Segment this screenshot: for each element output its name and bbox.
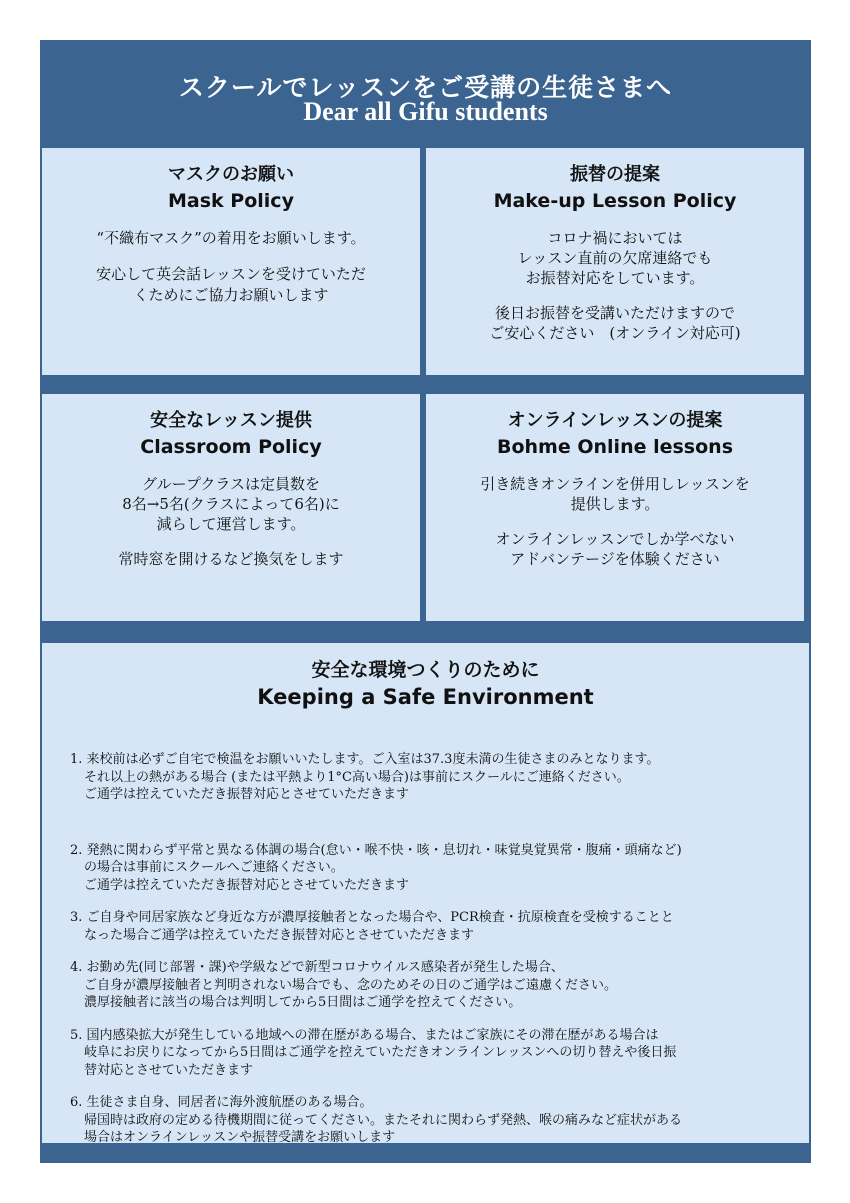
makeup-title-en: Make-up Lesson Policy <box>493 190 737 212</box>
mask-para-2-line: 安心して英会話レッスンを受けていただ <box>96 265 366 283</box>
header-title-ja: スクールでレッスンをご受講の生徒さまへ <box>178 73 673 102</box>
classroom-title-en: Classroom Policy <box>140 436 322 458</box>
mask-title-ja: マスクのお願い <box>168 164 294 185</box>
mask-para-1: “不織布マスク”の着用をお願いします。 <box>96 229 366 247</box>
rule-line: 1. 来校前は必ずご自宅で検温をお願いいたします。ご入室は37.3度未満の生徒さまのみとなります。 <box>70 752 660 767</box>
online-title-ja: オンラインレッスンの提案 <box>507 410 723 431</box>
classroom-policy-panel <box>42 394 420 621</box>
rule-item <box>70 842 789 895</box>
rule-item <box>70 1027 789 1080</box>
online-para-2-line: アドバンテージを体験ください <box>510 550 720 568</box>
classroom-para-1-line: グループクラスは定員数を <box>142 475 320 493</box>
mask-policy-panel <box>42 148 420 375</box>
rule-line: それ以上の熱がある場合 (または平熱より1°C高い場合)は事前にスクールにご連絡ください。 <box>84 769 630 785</box>
makeup-para-1-line: コロナ禍においては <box>547 229 683 247</box>
rule-item <box>70 959 789 1012</box>
classroom-title-ja: 安全なレッスン提供 <box>150 410 312 431</box>
safe-title-ja: 安全な環境つくりのために <box>311 659 540 681</box>
rule-line: なった場合ご通学は控えていただき振替対応とさせていただきます <box>84 927 475 943</box>
safe-title-en: Keeping a Safe Environment <box>257 685 594 709</box>
makeup-para-2-line: 後日お振替を受講いただけますので <box>494 304 735 322</box>
rule-line: 場合はオンラインレッスンや振替受講をお願いします <box>84 1130 396 1145</box>
makeup-para-1-line: レッスン直前の欠席連絡でも <box>517 249 713 267</box>
online-para-1-line: 提供します。 <box>570 495 660 513</box>
classroom-body <box>42 474 420 569</box>
notice-frame <box>40 40 811 1163</box>
makeup-para-1 <box>426 228 804 288</box>
rule-line: ご通学は控えていただき振替対応とさせていただきます <box>84 787 410 802</box>
rule-line: ご自身が濃厚接触者と判明されない場合でも、念のためその日のご通学はご遠慮ください。 <box>84 977 618 993</box>
rule-item <box>70 1094 789 1147</box>
mask-para-2-line: くためにご協力お願いします <box>133 286 329 304</box>
makeup-para-2-line: ご安心ください (オンライン対応可) <box>489 324 741 342</box>
rule-line: 替対応とさせていただきます <box>84 1062 254 1078</box>
header-title-en: Dear all Gifu students <box>303 97 548 126</box>
safe-rules-list <box>42 751 809 1147</box>
online-para-2-line: オンラインレッスンでしか学べない <box>495 530 735 548</box>
rule-line: 岐阜にお戻りになってから5日間はご通学を控えていただきオンラインレッスンへの切り替えや後日振 <box>84 1045 677 1060</box>
rule-line: 5. 国内感染拡大が発生している地域への滞在歴がある場合、またはご家族にその滞在歴がある場合は <box>70 1027 659 1043</box>
rule-line: ご通学は控えていただき振替対応とさせていただきます <box>84 877 410 893</box>
rule-line: の場合は事前にスクールへご連絡ください。 <box>84 860 344 875</box>
classroom-para-1-line: 8名→5名(クラスによって6名)に <box>122 495 340 513</box>
online-title-en: Bohme Online lessons <box>497 436 733 458</box>
header <box>40 40 811 145</box>
rule-line: 2. 発熱に関わらず平常と異なる体調の場合(怠い・喉不快・咳・息切れ・味覚臭覚異常・腹痛・頭痛など) <box>70 842 682 858</box>
makeup-para-1-line: お振替対応をしています。 <box>525 269 705 287</box>
makeup-para-2 <box>426 303 804 343</box>
makeup-title-ja: 振替の提案 <box>570 164 660 185</box>
mask-body <box>42 228 420 306</box>
mask-para-2 <box>42 264 420 306</box>
makeup-body <box>426 228 804 343</box>
rule-item <box>70 751 789 804</box>
online-body <box>426 474 804 569</box>
classroom-para-2: 常時窓を開けるなど換気をします <box>118 550 344 568</box>
rule-line: 帰国時は政府の定める待機期間に従ってください。またそれに関わらず発熱、喉の痛みなど症状がある <box>84 1112 683 1128</box>
online-lessons-panel <box>426 394 804 621</box>
rule-line: 3. ご自身や同居家族など身近な方が濃厚接触者となった場合や、PCR検査・抗原検査を受検することと <box>70 910 674 925</box>
classroom-para-1-line: 減らして運営します。 <box>156 515 306 533</box>
rule-line: 4. お勤め先(同じ部署・課)や学級などで新型コロナウイルス感染者が発生した場合、 <box>70 960 564 975</box>
mask-title-en: Mask Policy <box>168 190 294 212</box>
safe-environment-panel <box>42 643 809 1143</box>
classroom-para-1 <box>42 474 420 534</box>
online-para-1-line: 引き続きオンラインを併用しレッスンを <box>480 475 750 493</box>
online-para-1 <box>426 474 804 514</box>
online-para-2 <box>426 529 804 569</box>
rule-item <box>70 909 789 944</box>
makeup-policy-panel <box>426 148 804 375</box>
rule-line: 6. 生徒さま自身、同居者に海外渡航歴のある場合。 <box>70 1095 373 1110</box>
rule-line: 濃厚接触者に該当の場合は判明してから5日間はご通学を控えてください。 <box>84 995 522 1010</box>
